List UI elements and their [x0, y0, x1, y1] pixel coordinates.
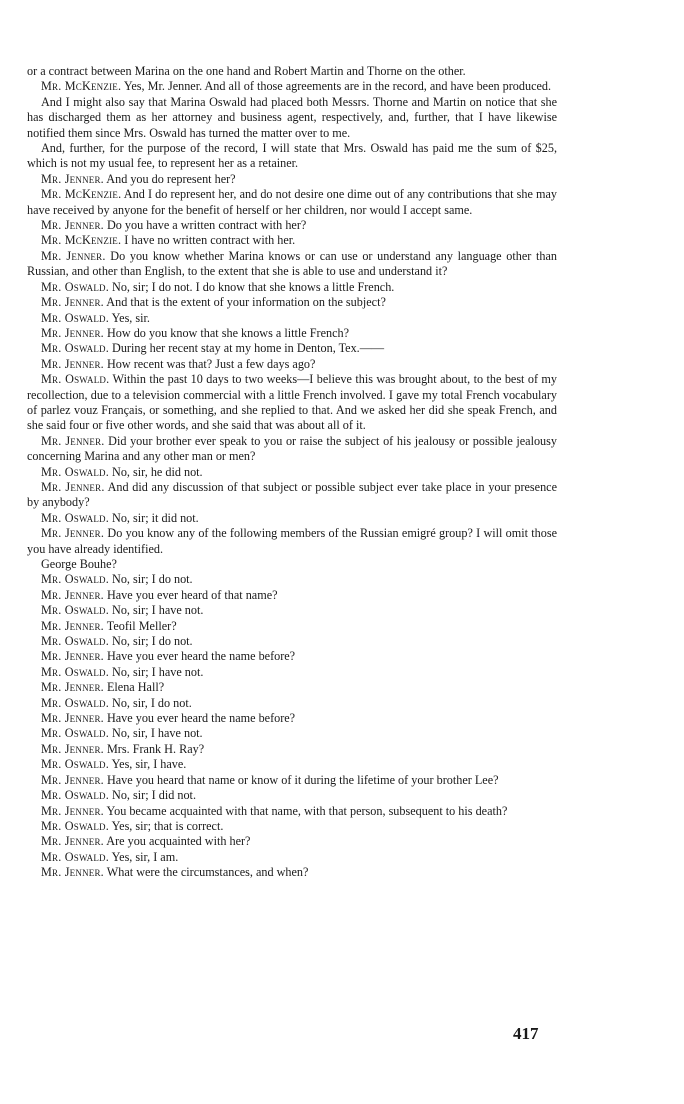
paragraph-text: George Bouhe?	[41, 557, 117, 571]
transcript-paragraph	[27, 804, 557, 819]
paragraph-text: Have you ever heard the name before?	[103, 711, 296, 726]
paragraph-text: No, sir; I do not.	[108, 634, 193, 649]
transcript-paragraph	[27, 172, 557, 187]
speaker-label: Mr. Oswald.	[41, 279, 109, 294]
speaker-label: Mr. Oswald.	[41, 664, 109, 679]
transcript-paragraph	[27, 557, 557, 572]
paragraph-text: I have no written contract with her.	[121, 233, 296, 248]
speaker-label: Mr. Oswald.	[41, 464, 109, 479]
speaker-label: Mr. Jenner.	[41, 834, 104, 849]
paragraph-text: Did your brother ever speak to you or raise the subject of his jealousy or possible jealousy concerning Marina and any other man or men?	[27, 433, 557, 464]
speaker-label: Mr. Jenner.	[41, 649, 104, 664]
speaker-label: Mr. Jenner.	[41, 526, 105, 541]
paragraph-text: And that is the extent of your information on the subject?	[103, 295, 386, 310]
transcript-paragraph	[27, 95, 557, 141]
transcript-paragraph	[27, 187, 557, 218]
paragraph-text: Yes, Mr. Jenner. And all of those agreements are in the record, and have been produced.	[121, 79, 552, 94]
paragraph-text: Do you know any of the following members of the Russian emigré group? I will omit those you have already identified.	[27, 526, 557, 556]
transcript-paragraph	[27, 634, 557, 649]
speaker-label: Mr. Jenner.	[41, 248, 106, 263]
speaker-label: Mr. McKenzie.	[41, 79, 122, 94]
transcript-paragraph	[27, 480, 557, 511]
speaker-label: Mr. Jenner.	[41, 803, 104, 818]
paragraph-text: No, sir, I do not.	[108, 695, 192, 710]
paragraph-text: No, sir; I do not. I do know that she knows a little French.	[108, 279, 395, 294]
transcript-paragraph	[27, 372, 557, 434]
paragraph-text: No, sir; I do not.	[108, 572, 193, 587]
speaker-label: Mr. McKenzie.	[41, 187, 122, 202]
paragraph-text: No, sir; I have not.	[108, 664, 204, 679]
speaker-label: Mr. Oswald.	[41, 726, 109, 741]
paragraph-text: Do you have a written contract with her?	[103, 218, 307, 233]
speaker-label: Mr. Jenner.	[41, 433, 105, 448]
speaker-label: Mr. Jenner.	[41, 295, 104, 310]
paragraph-text: Have you ever heard of that name?	[103, 587, 278, 602]
paragraph-text: No, sir; I did not.	[108, 788, 196, 803]
speaker-label: Mr. Oswald.	[41, 849, 109, 864]
transcript-paragraph	[27, 233, 557, 248]
transcript-paragraph	[27, 526, 557, 557]
paragraph-text: You became acquainted with that name, with that person, subsequent to his death?	[103, 803, 508, 818]
speaker-label: Mr. Oswald.	[41, 757, 109, 772]
speaker-label: Mr. Oswald.	[41, 634, 109, 649]
transcript-paragraph	[27, 465, 557, 480]
transcript-paragraph	[27, 572, 557, 587]
paragraph-text: Yes, sir.	[108, 310, 150, 325]
paragraph-text: No, sir; I have not.	[108, 603, 204, 618]
speaker-label: Mr. Jenner.	[41, 741, 104, 756]
paragraph-text: No, sir; it did not.	[108, 510, 199, 525]
speaker-label: Mr. Jenner.	[41, 711, 104, 726]
speaker-label: Mr. McKenzie.	[41, 233, 122, 248]
transcript-paragraph	[27, 711, 557, 726]
page-number: 417	[513, 1024, 539, 1043]
speaker-label: Mr. Oswald.	[41, 310, 109, 325]
paragraph-text: No, sir, I have not.	[108, 726, 203, 741]
transcript-paragraph	[27, 357, 557, 372]
paragraph-text: Teofil Meller?	[103, 618, 177, 633]
transcript-paragraph	[27, 218, 557, 233]
paragraph-text: And I do represent her, and do not desire one dime out of any contributions that she may have received by anyone for the benefit of herself or her children, nor would I accept same.	[27, 187, 557, 217]
paragraph-text: What were the circumstances, and when?	[103, 865, 309, 880]
transcript-paragraph	[27, 588, 557, 603]
transcript-paragraph	[27, 280, 557, 295]
paragraph-text: Within the past 10 days to two weeks—I believe this was brought about, to the best of my recollection, due to a television commercial with a little French involved. I gave my total French vocabulary of parlez vouz Français, or something, and she replied to that. And we asked her did she speak French, and she said four or five other words, and she said that was about all of it.	[27, 372, 558, 433]
transcript-paragraph	[27, 511, 557, 526]
speaker-label: Mr. Oswald.	[41, 603, 109, 618]
speaker-label: Mr. Jenner.	[41, 680, 104, 695]
speaker-label: Mr. Oswald.	[41, 695, 109, 710]
speaker-label: Mr. Jenner.	[41, 356, 104, 371]
paragraph-text: Yes, sir, I am.	[108, 849, 179, 864]
transcript-paragraph	[27, 603, 557, 618]
paragraph-text: How do you know that she knows a little French?	[103, 325, 349, 340]
paragraph-text: Are you acquainted with her?	[103, 834, 251, 849]
transcript-paragraph	[27, 834, 557, 849]
paragraph-text: Mrs. Frank H. Ray?	[103, 741, 205, 756]
speaker-label: Mr. Jenner.	[41, 865, 104, 880]
paragraph-text: or a contract between Marina on the one hand and Robert Martin and Thorne on the other.	[27, 64, 466, 78]
speaker-label: Mr. Oswald.	[41, 510, 109, 525]
speaker-label: Mr. Jenner.	[41, 171, 104, 186]
speaker-label: Mr. Oswald.	[41, 572, 109, 587]
transcript-paragraph	[27, 141, 557, 172]
paragraph-text: And you do represent her?	[103, 171, 236, 186]
transcript-paragraph	[27, 326, 557, 341]
paragraph-text: Have you heard that name or know of it during the lifetime of your brother Lee?	[103, 772, 499, 787]
speaker-label: Mr. Jenner.	[41, 772, 104, 787]
speaker-label: Mr. Oswald.	[41, 818, 109, 833]
paragraph-text: Yes, sir; that is correct.	[108, 818, 224, 833]
transcript-paragraph	[27, 249, 557, 280]
paragraph-text: Elena Hall?	[103, 680, 165, 695]
transcript-paragraph	[27, 865, 557, 880]
speaker-label: Mr. Jenner.	[41, 587, 104, 602]
transcript-paragraph	[27, 79, 557, 94]
transcript-paragraph	[27, 665, 557, 680]
paragraph-text: And, further, for the purpose of the record, I will state that Mrs. Oswald has paid me the sum of $25, which is not my usual fee, to represent her as a retainer.	[27, 141, 557, 171]
transcript-paragraph	[27, 434, 557, 465]
paragraph-text: No, sir, he did not.	[108, 464, 203, 479]
speaker-label: Mr. Oswald.	[41, 341, 109, 356]
transcript-paragraph	[27, 619, 557, 634]
transcript-paragraph	[27, 850, 557, 865]
transcript-paragraph	[27, 757, 557, 772]
paragraph-text: Do you know whether Marina knows or can use or understand any language other than Russian, and other than English, to the extent that she is able to use and understand it?	[27, 248, 557, 279]
speaker-label: Mr. Oswald.	[41, 788, 109, 803]
transcript-paragraph	[27, 773, 557, 788]
speaker-label: Mr. Jenner.	[41, 479, 105, 494]
paragraph-text: And I might also say that Marina Oswald had placed both Messrs. Thorne and Martin on notice that she has discharged them as her attorney and business agent, respectively, and, further, that I have likewise notified them since Mrs. Oswald has turned the matter over to me.	[27, 94, 557, 140]
paragraph-text: How recent was that? Just a few days ago?	[103, 356, 316, 371]
transcript-paragraph	[27, 680, 557, 695]
transcript-paragraph	[27, 341, 557, 356]
speaker-label: Mr. Jenner.	[41, 325, 104, 340]
speaker-label: Mr. Oswald.	[41, 372, 110, 387]
transcript-paragraph	[27, 649, 557, 664]
speaker-label: Mr. Jenner.	[41, 218, 104, 233]
transcript-paragraph	[27, 295, 557, 310]
paragraph-text: During her recent stay at my home in Denton, Tex.——	[108, 341, 385, 356]
transcript-paragraph	[27, 819, 557, 834]
paragraph-text: Yes, sir, I have.	[108, 757, 187, 772]
transcript-paragraph	[27, 696, 557, 711]
paragraph-text: And did any discussion of that subject or possible subject ever take place in your presence by anybody?	[27, 479, 557, 510]
transcript-paragraph	[27, 726, 557, 741]
transcript-paragraph	[27, 64, 557, 79]
transcript-body	[27, 64, 557, 881]
transcript-paragraph	[27, 742, 557, 757]
speaker-label: Mr. Jenner.	[41, 618, 104, 633]
paragraph-text: Have you ever heard the name before?	[103, 649, 296, 664]
transcript-paragraph	[27, 311, 557, 326]
transcript-paragraph	[27, 788, 557, 803]
